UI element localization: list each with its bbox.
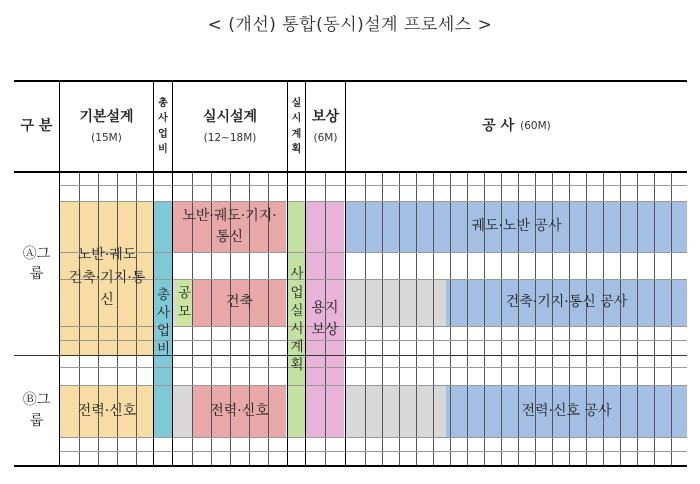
header-basic-design	[60, 82, 153, 171]
plan-char: 시	[290, 321, 304, 337]
approval-char: 업	[156, 323, 171, 339]
detailed-b-text: 전력·신호	[210, 402, 269, 419]
detailed-a1-text	[173, 201, 286, 252]
header-plan-char: 획	[291, 144, 302, 155]
construction-a1-text: 궤도·노반 공사	[471, 218, 562, 235]
header-approval-char: 비	[158, 144, 168, 155]
row-gridline	[60, 437, 687, 438]
bar-construction-wait-b	[346, 385, 446, 437]
plan-text	[288, 250, 306, 390]
group-b-label-line1: Ⓑ그	[22, 392, 51, 409]
header-construction	[346, 82, 687, 171]
header-category: 구 분	[20, 118, 53, 135]
construction-b-text: 전력·신호 공사	[521, 402, 612, 419]
compensation-text	[306, 201, 344, 437]
table-bottom-border	[14, 465, 687, 467]
approval-char: 비	[156, 341, 171, 358]
basic-a-line3: 신	[100, 292, 114, 309]
group-a-label-line1: Ⓐ그	[22, 245, 51, 262]
header-detailed-design-label: 실시설계	[202, 108, 258, 125]
group-a-label-line2: 룹	[29, 266, 44, 282]
compensation-line1: 용지	[311, 299, 339, 316]
header-basic-design-label: 기본설계	[79, 108, 134, 125]
header-compensation-label: 보상	[311, 108, 340, 125]
plan-char: 실	[290, 302, 304, 319]
detailed-a1-line1: 노반·궤도·기지·	[182, 208, 277, 225]
group-a-label	[14, 173, 59, 355]
header-approval-char: 총	[158, 97, 168, 109]
basic-b-text: 전력·신호	[77, 402, 137, 419]
approval-char: 총	[156, 286, 171, 303]
approval-char: 사	[156, 304, 171, 321]
row-gridline	[60, 451, 687, 452]
detailed-a1-line2: 통신	[215, 228, 244, 245]
competition-char: 모	[177, 303, 192, 320]
row-gridline	[60, 185, 687, 186]
header-project-approval	[154, 82, 172, 171]
header-construction-period: (60M)	[520, 119, 551, 132]
header-compensation	[306, 82, 345, 171]
compensation-line2: 보상	[311, 322, 339, 338]
group-divider	[14, 355, 687, 356]
page-title: < (개선) 통합(동시)설계 프로세스 >	[207, 15, 493, 35]
group-b-label-line2: 룹	[29, 412, 44, 429]
header-project-plan	[288, 82, 305, 171]
row-gridline	[60, 252, 687, 253]
approval-text	[154, 272, 173, 372]
group-b-label	[14, 356, 59, 465]
bar-detailed-wait-b	[173, 385, 192, 437]
plan-char: 계	[290, 339, 304, 356]
header-approval-char: 사	[158, 113, 168, 124]
bar-construction-wait-a2	[346, 279, 446, 326]
basic-a-text	[60, 201, 154, 355]
basic-a-line1: 노반·궤도	[77, 247, 137, 264]
header-detailed-design	[173, 82, 287, 171]
header-basic-design-period: (15M)	[91, 132, 122, 145]
competition-text	[176, 279, 193, 326]
plan-char: 획	[290, 357, 304, 374]
header-detailed-design-period: (12~18M)	[203, 132, 257, 145]
header-compensation-period: (6M)	[313, 132, 338, 145]
header-plan-char: 실	[291, 97, 302, 109]
plan-char: 업	[290, 284, 304, 301]
header-approval-char: 업	[158, 128, 168, 140]
competition-char: 공	[177, 285, 192, 302]
header-construction-label: 공 사	[482, 118, 515, 135]
plan-char: 사	[290, 266, 304, 283]
detailed-a2-text: 건축	[225, 294, 254, 311]
header-bottom-border	[14, 171, 687, 173]
construction-a2-text: 건축·기지·통신 공사	[505, 294, 628, 311]
header-plan-char: 시	[291, 113, 302, 124]
basic-a-line2: 건축·기지·통	[68, 269, 146, 286]
header-plan-char: 계	[291, 128, 302, 140]
